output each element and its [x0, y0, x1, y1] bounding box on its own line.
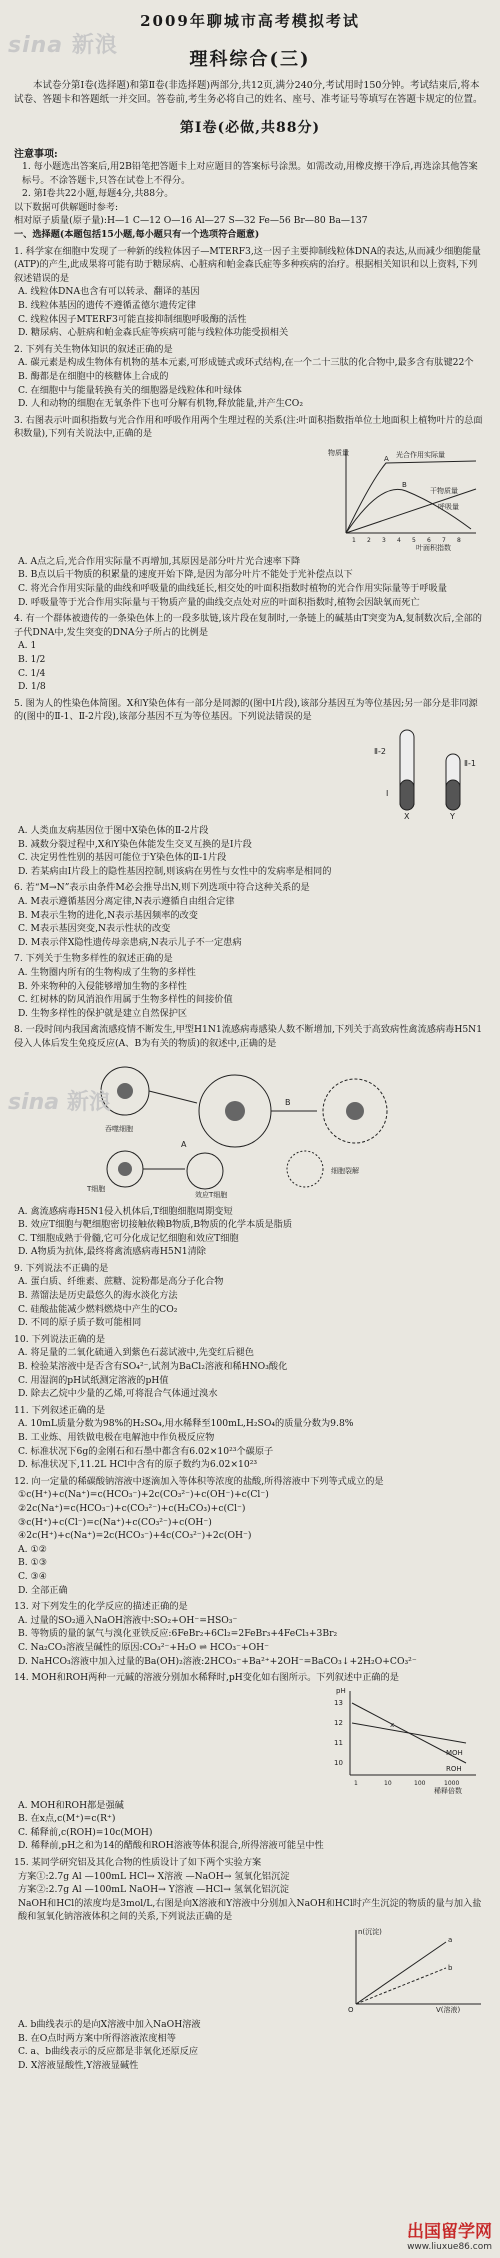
question-option: C. T细胞成熟于骨髓,它可分化成记忆细胞和效应T细胞: [18, 1232, 239, 1244]
exam-intro: 本试卷分第Ⅰ卷(选择题)和第Ⅱ卷(非选择题)两部分,共12页,满分240分,考试用时150分钟。考试结束后,将本试卷、答题卡和答题纸一并交回。答卷前,考生务必将自己的姓名、座号、准考证号等填写在答题卡规定的位置。: [14, 80, 483, 105]
question-stem: 4. 有一个群体被遗传的一条染色体上的一段多肽链,该片段在复制时,一条链上的碱基由T突变为A,复制数次后,全部的子代DNA中,发生突变的DNA分子所占的比例是: [14, 613, 482, 638]
y-axis-label: pH: [336, 1686, 346, 1695]
label-phagocyte: 吞噬细胞: [105, 1124, 133, 1133]
question-option: D. 不同的原子质子数可能相同: [18, 1317, 142, 1329]
question-option: B. 工业炼、用铁做电极在电解池中作负极反应物: [18, 1432, 215, 1443]
question-11: [14, 1404, 486, 1472]
sina-watermark: sina 新浪: [8, 32, 118, 58]
question-option: A. 碳元素是构成生物体有机物的基本元素,可形成链式或环式结构,在一个二十三肽的化合物中,最多含有肽键22个: [18, 357, 474, 369]
label-effector-t: 效应T细胞: [195, 1190, 228, 1199]
question-option: 方案①:2.7g Al —100mL HCl→ X溶液 —NaOH→ 氢氧化铝沉淀: [18, 1870, 290, 1882]
point-a: A: [384, 454, 389, 463]
question-15: [14, 1856, 486, 2072]
q15-precipitate-graph: [336, 1924, 486, 2014]
question-option: C. a、b曲线表示的反应都是非氧化还原反应: [18, 2046, 199, 2058]
site-logo-text: 出国留学网: [407, 2222, 492, 2242]
question-option: B. 减数分裂过程中,X和Y染色体能发生交叉互换的是Ⅰ片段: [18, 838, 252, 850]
question-option: B. 酶都是在细胞中的核糖体上合成的: [18, 370, 169, 382]
question-10: [14, 1333, 486, 1401]
question-option: C. 决定男性性别的基因可能位于Y染色体的Ⅱ-1片段: [18, 852, 227, 864]
label-dry-matter: 干物质量: [430, 486, 458, 495]
question-option: A. 禽流感病毒H5N1侵入机体后,T细胞细胞周期变短: [18, 1205, 233, 1217]
question-option: A. MOH和ROH都是强碱: [18, 1799, 124, 1811]
q14-ph-graph: [326, 1685, 486, 1795]
question-stem: 14. MOH和ROH两种一元碱的溶液分别加水稀释时,pH变化如右图所示。下列叙述中正确的是: [14, 1672, 399, 1684]
question-stem: 6. 若“M→N”表示由条件M必会推导出N,则下列选项中符合这种关系的是: [14, 882, 310, 894]
question-option: D. 标准状况下,11.2L HCl中含有的原子数约为6.02×10²³: [18, 1459, 258, 1471]
nucleus: [346, 1102, 364, 1120]
question-option: A. b曲线表示的是向X溶液中加入NaOH溶液: [18, 2019, 201, 2031]
question-14: [14, 1671, 486, 1853]
x-axis-label: 稀释倍数: [434, 1786, 462, 1795]
sina-watermark-lower: sina 新浪: [8, 1089, 111, 1115]
question-13: [14, 1600, 486, 1668]
question-option: B. 外来物种的入侵能够增加生物的多样性: [18, 980, 187, 992]
label-b: b: [448, 1964, 453, 1973]
question-option: D. 全部正确: [18, 1584, 68, 1596]
x-tick: 1000: [444, 1779, 460, 1787]
note-2: 2. 第Ⅰ卷共22小题,每题4分,共88分。: [22, 188, 174, 200]
note-1: 1. 每小题选出答案后,用2B铅笔把答题卡上对应题目的答案标号涂黑。如需改动,用橡皮擦干净后,再选涂其他答案标号。不涂答题卡,只答在试卷上不得分。: [22, 161, 478, 186]
question-option: A. M表示遵循基因分离定律,N表示遵循自由组合定律: [18, 895, 235, 907]
question-stem: 11. 下列叙述正确的是: [14, 1404, 106, 1416]
question-option: D. 糖尿病、心脏病和帕金森氏症等疾病可能与线粒体功能受损相关: [18, 327, 289, 339]
nucleus: [117, 1083, 133, 1099]
y-tick: 11: [334, 1738, 343, 1747]
cell-lysed: [287, 1151, 323, 1187]
x-tick: 4: [397, 536, 401, 544]
question-option: D. 呼吸量等于光合作用实际量与干物质产量的曲线交点处对应的叶面积指数时,植物会因缺氧而死亡: [18, 596, 420, 608]
x-tick: 7: [442, 536, 446, 544]
question-stem: 12. 向一定量的稀碳酸钠溶液中逐滴加入等体积等浓度的盐酸,所得溶液中下列等式成立的是: [14, 1475, 384, 1487]
label-photosynthesis: 光合作用实际量: [396, 450, 445, 459]
question-stem: 9. 下列说法不正确的是: [14, 1262, 109, 1274]
question-7: [14, 952, 486, 1020]
label-t-cell: T细胞: [87, 1184, 106, 1193]
x-homologous-segment: [400, 780, 414, 810]
question-option: B. 线粒体基因的遗传不遵循孟德尔遗传定律: [18, 299, 196, 311]
question-option: C. 用湿润的pH试纸测定溶液的pH值: [18, 1374, 169, 1386]
question-option: B. 效应T细胞与靶细胞密切接触依赖B物质,B物质的化学本质是脂质: [18, 1219, 293, 1231]
x-tick: 100: [414, 1779, 426, 1787]
label-respiration: 呼吸量: [438, 502, 459, 511]
question-3: [14, 414, 486, 610]
x-axis-label: V(溶液): [436, 2006, 461, 2015]
label-ii-1: Ⅱ-1: [464, 759, 476, 768]
question-9: [14, 1262, 486, 1330]
site-url: www.liuxue86.com: [407, 2242, 492, 2252]
x-tick: 6: [427, 536, 431, 544]
subject-title: 理科综合(三): [189, 49, 311, 70]
question-option: C. 1/4: [18, 667, 46, 679]
question-4: [14, 612, 486, 694]
question-option: B. M表示生物的进化,N表示基因频率的改变: [18, 909, 198, 921]
y-axis-label: n(沉淀): [358, 1928, 382, 1937]
question-option: B. B点以后干物质的积累量的速度开始下降,是因为部分叶片不能处于光补偿点以下: [18, 569, 353, 581]
q8-immune-diagram: [85, 1051, 415, 1201]
question-option: C. 稀释前,c(ROH)=10c(MOH): [18, 1826, 153, 1838]
y-tick: 12: [334, 1718, 343, 1727]
question-stem: 3. 右图表示叶面积指数与光合作用和呼吸作用两个生理过程的关系(注:叶面积指数指单位土地面积上植物叶片的总面积数量),下列有关说法中,正确的是: [14, 414, 483, 440]
question-option: ③c(H⁺)+c(Cl⁻)=c(Na⁺)+c(CO₃²⁻)+c(OH⁻): [18, 1516, 212, 1528]
label-lysis: 细胞裂解: [331, 1166, 359, 1175]
question-stem: 1. 科学家在细胞中发现了一种新的线粒体因子—MTERF3,这一因子主要抑制线粒体DNA的表达,从而减少细胞能量(ATP)的产生,此成果将可能有助于糖尿病、心脏病和帕金森氏症等多种疾病的治疗。根据相关知识和以上资料,下列叙述错误的是: [14, 245, 481, 284]
site-logo: [407, 2217, 492, 2252]
curve-moh: [352, 1720, 466, 1743]
question-option: B. 检验某溶液中是否含有SO₄²⁻,试剂为BaCl₂溶液和稀HNO₃酸化: [18, 1361, 288, 1373]
question-1: [14, 245, 486, 340]
question-option: A. 1: [18, 640, 37, 652]
label-y: Y: [450, 812, 455, 820]
question-option: D. 人和动物的细胞在无氧条件下也可分解有机物,释放能量,并产生CO₂: [18, 398, 304, 410]
x-tick: 3: [382, 536, 386, 544]
question-option: D. 若某病由Ⅰ片段上的隐性基因控制,则该病在男性与女性中的发病率是相同的: [18, 865, 332, 877]
atomic-masses: 相对原子质量(原子量):H—1 C—12 O—16 Al—27 S—32 Fe—56 Br—80 Ba—137: [14, 215, 368, 227]
question-option: A. 蛋白质、纤维素、蔗糖、淀粉都是高分子化合物: [18, 1276, 224, 1288]
y-axis-label: 物质量: [328, 448, 349, 457]
q8-figure: [14, 1051, 486, 1205]
question-option: 方案②:2.7g Al —100mL NaOH→ Y溶液 —HCl→ 氢氧化铝沉淀: [18, 1884, 289, 1896]
question-option: D. 稀释前,pH之和为14的醋酸和ROH溶液等体积混合,所得溶液可能呈中性: [18, 1840, 324, 1852]
x-axis-label: 叶面积指数: [416, 543, 451, 551]
question-option: A. 线粒体DNA也含有可以转录、翻译的基因: [18, 286, 200, 298]
q14-figure: [14, 1685, 486, 1799]
question-option: D. 生物多样性的保护就是建立自然保护区: [18, 1007, 188, 1019]
question-option: C. 线粒体因子MTERF3可能直接抑制细胞呼吸酶的活性: [18, 313, 247, 325]
question-stem: 10. 下列说法正确的是: [14, 1333, 106, 1345]
question-8: [14, 1023, 486, 1259]
question-option: A. 将足量的二氧化硫通入到紫色石蕊试液中,先变红后褪色: [18, 1347, 254, 1359]
q5-chromosomes: [366, 724, 486, 820]
label-ii-2: Ⅱ-2: [374, 747, 386, 756]
y-tick: 13: [334, 1698, 343, 1707]
question-stem: 8. 一段时间内我国禽流感疫情不断发生,甲型H1N1流感病毒感染人数不断增加,下列关于高致病性禽流感病毒H5N1侵入人体后发生免疫反应(A、B为有关的物质)的叙述中,正确的是: [14, 1024, 483, 1049]
q5-figure: [14, 724, 486, 824]
question-option: D. 1/8: [18, 681, 46, 693]
x-tick: 2: [367, 536, 371, 544]
notes-title: 注意事项:: [14, 149, 58, 160]
label-a: A: [181, 1139, 187, 1149]
nucleus: [118, 1162, 132, 1176]
question-option: B. 在O点时两方案中所得溶液浓度相等: [18, 2032, 176, 2044]
question-5: [14, 697, 486, 879]
label-a: a: [448, 1936, 453, 1945]
question-option: A. ①②: [18, 1543, 47, 1555]
origin-o: O: [348, 2006, 354, 2015]
section-instructions: 一、选择题(本题包括15小题,每小题只有一个选项符合题意): [14, 228, 260, 240]
question-option: ①c(H⁺)+c(Na⁺)=c(HCO₃⁻)+2c(CO₃²⁻)+c(OH⁻)+c(Cl⁻): [18, 1489, 269, 1501]
question-option: A. 10mL质量分数为98%的H₂SO₄,用水稀释至100mL,H₂SO₄的质量分数为9.8%: [18, 1418, 354, 1430]
y-homologous-segment: [446, 780, 460, 810]
question-6: [14, 881, 486, 949]
question-option: B. ①③: [18, 1557, 48, 1569]
label-roh: ROH: [446, 1764, 462, 1773]
x-tick: 10: [384, 1779, 392, 1787]
question-option: B. 蒸馏法是历史最悠久的海水淡化方法: [18, 1290, 178, 1302]
question-option: C. ③④: [18, 1570, 48, 1582]
question-option: C. 将光合作用实际量的曲线和呼吸量的曲线延长,相交处的叶面积指数时植物的光合作用实际量等于呼吸量: [18, 583, 447, 595]
question-stem: 7. 下列关于生物多样性的叙述正确的是: [14, 953, 173, 965]
question-stem: 2. 下列有关生物体知识的叙述正确的是: [14, 343, 173, 355]
question-2: [14, 343, 486, 411]
question-option: A. 过量的SO₂通入NaOH溶液中:SO₂+OH⁻=HSO₃⁻: [18, 1614, 238, 1626]
question-option: D. NaHCO₃溶液中加入过量的Ba(OH)₂溶液:2HCO₃⁻+Ba²⁺+2OH⁻=BaCO₃↓+2H₂O+CO₃²⁻: [18, 1655, 417, 1667]
question-option: C. 标准状况下6g的金刚石和石墨中都含有6.02×10²³个碳原子: [18, 1445, 274, 1457]
question-12: [14, 1475, 486, 1597]
arrow: [149, 1091, 197, 1103]
question-option: ②2c(Na⁺)=c(HCO₃⁻)+c(CO₃²⁻)+c(H₂CO₃)+c(Cl⁻): [18, 1502, 246, 1514]
question-stem: 15. 某同学研究铝及其化合物的性质设计了如下两个实验方案: [14, 1857, 262, 1869]
label-i: Ⅰ: [386, 789, 389, 798]
cell-memory: [187, 1153, 223, 1189]
question-option: C. M表示基因突变,N表示性状的改变: [18, 923, 171, 935]
curve-photosynthesis: [346, 461, 476, 533]
x-tick: 5: [412, 536, 416, 544]
part1-title: 第Ⅰ卷(必做,共88分): [179, 120, 321, 136]
exam-title: 2009年聊城市高考模拟考试: [140, 12, 360, 30]
question-option: C. 硅酸盐能减少燃料燃烧中产生的CO₂: [18, 1303, 178, 1315]
x-tick: 1: [354, 1779, 358, 1787]
label-b: B: [285, 1097, 291, 1107]
question-option: C. 在细胞中与能量转换有关的细胞器是线粒体和叶绿体: [18, 384, 242, 396]
q15-figure: [14, 1924, 486, 2018]
point-b: B: [402, 480, 407, 489]
nucleus: [225, 1101, 245, 1121]
question-option: C. Na₂CO₃溶液呈碱性的原因:CO₃²⁻+H₂O ⇌ HCO₃⁻+OH⁻: [18, 1641, 270, 1653]
q3-figure: [14, 441, 486, 555]
question-option: D. M表示伴X隐性遗传母亲患病,N表示儿子不一定患病: [18, 936, 242, 948]
question-option: ④2c(H⁺)+c(Na⁺)=2c(HCO₃⁻)+4c(CO₃²⁻)+2c(OH⁻): [18, 1530, 252, 1542]
question-option: B. 等物质的量的氯气与溴化亚铁反应:6FeBr₂+6Cl₂=2FeBr₃+4FeCl₃+3Br₂: [18, 1628, 338, 1640]
question-option: NaOH和HCl的浓度均是3mol/L,右图是向X溶液和Y溶液中分别加入NaOH和HCl时产生沉淀的物质的量与加入盐酸和氢氧化钠溶液体积之间的关系,下列说法正确的是: [18, 1897, 482, 1923]
question-option: D. A物质为抗体,最终将禽流感病毒H5N1清除: [18, 1246, 206, 1258]
question-option: A. 生物圈内所有的生物构成了生物的多样性: [18, 966, 196, 978]
question-option: A. A点之后,光合作用实际量不再增加,其原因是部分叶片光合速率下降: [18, 555, 301, 567]
question-option: D. X溶液显酸性,Y溶液显碱性: [18, 2059, 139, 2071]
question-option: C. 红树林的防风消浪作用属于生物多样性的间接价值: [18, 994, 233, 1006]
question-stem: 5. 图为人的性染色体简图。X和Y染色体有一部分是同源的(图中Ⅰ片段),该部分基因互为等位基因;另一部分是非同源的(图中的Ⅱ-1、Ⅱ-2片段),该部分基因不互为等位基因。下列说法错误的是: [14, 697, 478, 723]
reference-data: 以下数据可供解题时参考:: [14, 201, 119, 213]
point-x: x: [390, 1720, 395, 1729]
label-moh: MOH: [446, 1748, 463, 1757]
x-tick: 1: [352, 536, 356, 544]
question-option: B. 1/2: [18, 654, 46, 666]
y-tick: 10: [334, 1758, 343, 1767]
x-tick: 8: [457, 536, 461, 544]
question-option: A. 人类血友病基因位于图中X染色体的Ⅱ-2片段: [18, 825, 209, 836]
question-option: B. 在x点,c(M⁺)=c(R⁺): [18, 1813, 116, 1825]
question-option: D. 除去乙烷中少量的乙烯,可将混合气体通过溴水: [18, 1388, 218, 1400]
label-x: X: [404, 812, 410, 820]
q3-graph: [326, 441, 486, 551]
question-list: [14, 245, 486, 2073]
question-stem: 13. 对下列发生的化学反应的描述正确的是: [14, 1601, 188, 1613]
